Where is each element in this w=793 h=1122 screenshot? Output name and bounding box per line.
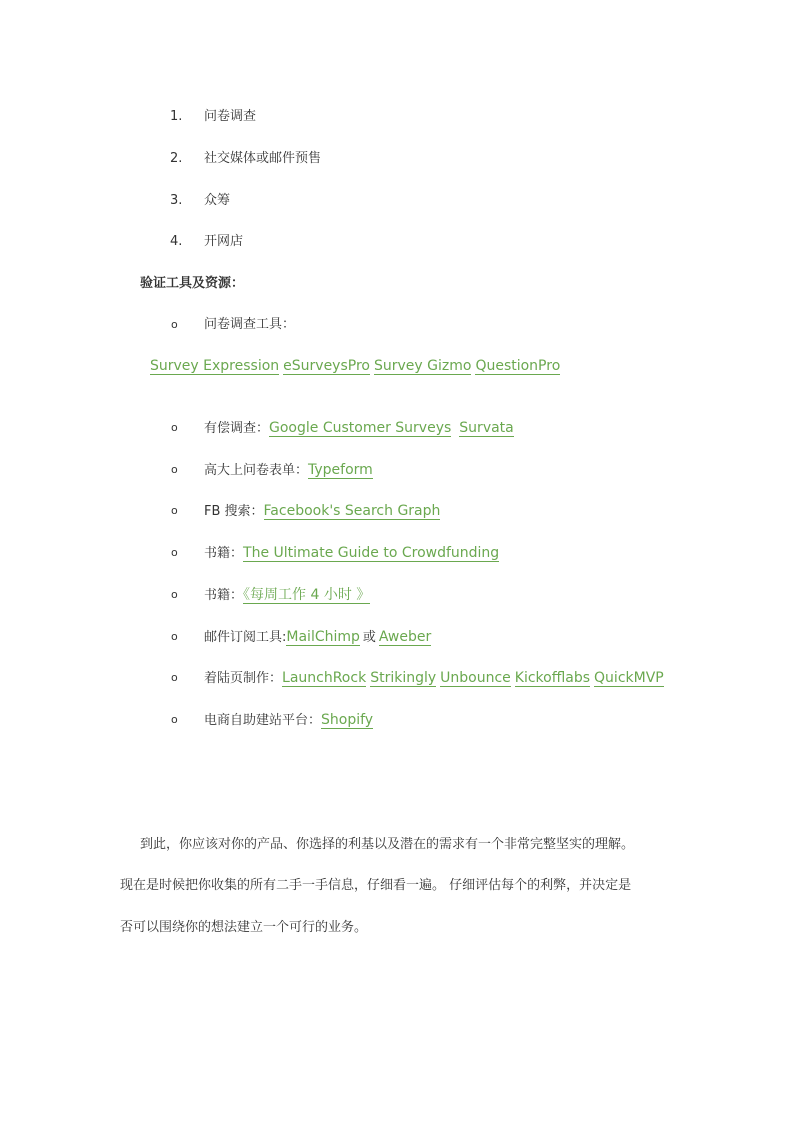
bullet-label: 高大上问卷表单： <box>204 463 309 478</box>
list-number: 3. <box>170 193 183 208</box>
link-shopify[interactable]: Shopify <box>321 712 374 728</box>
paragraph-line-3: 否可以围绕你的想法建立一个可行的业务。 <box>120 920 368 935</box>
survey-links-line <box>150 357 560 376</box>
bullet-label: 书籍： <box>204 588 244 603</box>
list-item-text: 众筹 <box>204 193 231 208</box>
bullet-marker: o <box>171 318 178 331</box>
bullet-content <box>204 669 664 688</box>
list-number: 4. <box>170 234 183 249</box>
link-4-hour-workweek[interactable]: 《每周工作 4 小时 》 <box>243 587 371 603</box>
list-item-text: 问卷调查 <box>204 109 257 124</box>
bullet-label: 电商自助建站平台： <box>204 713 322 728</box>
bullet-label: 有偿调查： <box>204 421 270 436</box>
link-google-customer-surveys[interactable]: Google Customer Surveys <box>269 420 452 436</box>
bullet-marker: o <box>171 630 178 643</box>
list-item-text: 开网店 <box>204 234 244 249</box>
section-heading: 验证工具及资源： <box>140 276 245 291</box>
link-facebook-search-graph[interactable]: Facebook's Search Graph <box>263 503 441 519</box>
link-unbounce[interactable]: Unbounce <box>440 670 511 686</box>
link-ultimate-guide-crowdfunding[interactable]: The Ultimate Guide to Crowdfunding <box>243 545 500 561</box>
joiner-text: 或 <box>362 630 376 645</box>
bullet-label: 问卷调查工具： <box>204 317 296 332</box>
bullet-content <box>204 419 514 438</box>
link-kickofflabs[interactable]: Kickofflabs <box>514 670 591 686</box>
paragraph-line-2: 现在是时候把你收集的所有二手一手信息，仔细看一遍。 仔细评估每个的利弊，并决定是 <box>120 878 632 893</box>
list-item-text: 社交媒体或邮件预售 <box>204 151 322 166</box>
link-mailchimp[interactable]: MailChimp <box>286 629 360 645</box>
bullet-content <box>204 544 499 563</box>
link-esurveyspro[interactable]: eSurveysPro <box>283 358 370 374</box>
bullet-marker: o <box>171 463 178 476</box>
link-typeform[interactable]: Typeform <box>308 462 373 478</box>
paragraph-line-1: 到此，你应该对你的产品、你选择的利基以及潜在的需求有一个非常完整坚实的理解。 <box>140 837 635 852</box>
bullet-marker: o <box>171 671 178 684</box>
link-launchrock[interactable]: LaunchRock <box>282 670 367 686</box>
bullet-marker: o <box>171 546 178 559</box>
bullet-label: 着陆页制作： <box>204 671 283 686</box>
link-questionpro[interactable]: QuestionPro <box>475 358 561 374</box>
bullet-label: 邮件订阅工具: <box>204 630 287 645</box>
bullet-content <box>204 461 373 480</box>
link-quickmvp[interactable]: QuickMVP <box>594 670 664 686</box>
bullet-content <box>204 628 431 647</box>
link-strikingly[interactable]: Strikingly <box>370 670 437 686</box>
bullet-marker: o <box>171 421 178 434</box>
bullet-label: FB 搜索： <box>204 504 264 519</box>
link-survey-gizmo[interactable]: Survey Gizmo <box>373 358 472 374</box>
link-survey-expression[interactable]: Survey Expression <box>150 358 280 374</box>
link-survata[interactable]: Survata <box>459 420 514 436</box>
list-number: 1. <box>170 109 183 124</box>
bullet-label: 书籍： <box>204 546 244 561</box>
bullet-content <box>204 586 370 605</box>
list-number: 2. <box>170 151 183 166</box>
bullet-marker: o <box>171 588 178 601</box>
bullet-content <box>204 502 440 521</box>
bullet-content <box>204 711 373 730</box>
bullet-marker: o <box>171 504 178 517</box>
bullet-marker: o <box>171 713 178 726</box>
link-aweber[interactable]: Aweber <box>378 629 432 645</box>
